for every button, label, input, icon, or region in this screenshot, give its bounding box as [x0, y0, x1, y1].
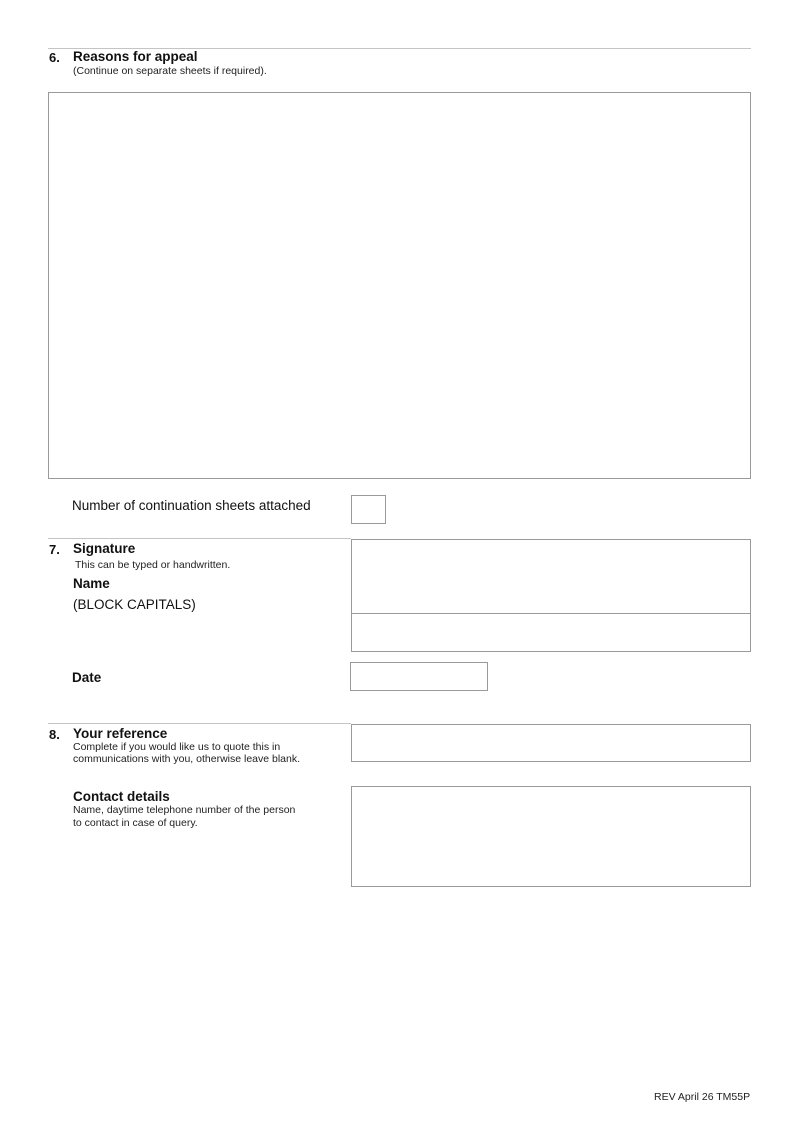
section-7-title: Signature — [73, 541, 136, 556]
section-7-divider — [48, 538, 351, 539]
your-reference-field[interactable] — [351, 724, 751, 762]
section-7-hint: This can be typed or handwritten. — [75, 559, 231, 571]
section-8-hint-line-2: communications with you, otherwise leave blank. — [73, 753, 301, 765]
contact-details-title: Contact details — [73, 789, 170, 804]
block-capitals-label: (BLOCK CAPITALS) — [73, 597, 196, 612]
continuation-sheets-label: Number of continuation sheets attached — [72, 498, 311, 513]
date-field[interactable] — [350, 662, 488, 691]
section-7-number: 7. — [49, 542, 60, 557]
section-8-hint-line-1: Complete if you would like us to quote this in — [73, 741, 281, 753]
reasons-for-appeal-field[interactable] — [48, 92, 751, 479]
section-8-divider — [48, 723, 351, 724]
name-label: Name — [73, 576, 110, 591]
contact-details-field[interactable] — [351, 786, 751, 887]
date-label: Date — [72, 670, 102, 685]
signature-field[interactable] — [351, 539, 751, 614]
section-8-number: 8. — [49, 727, 60, 742]
continuation-sheets-field[interactable] — [351, 495, 386, 524]
name-field[interactable] — [351, 613, 751, 652]
form-reference-code: REV April 26 TM55P — [654, 1091, 751, 1103]
section-6-hint: (Continue on separate sheets if required). — [73, 65, 267, 77]
section-6-title: Reasons for appeal — [73, 49, 198, 64]
section-8-title: Your reference — [73, 726, 168, 741]
section-6-number: 6. — [49, 50, 60, 65]
contact-details-hint-line-1: Name, daytime telephone number of the person — [73, 804, 296, 816]
contact-details-hint-line-2: to contact in case of query. — [73, 817, 198, 829]
